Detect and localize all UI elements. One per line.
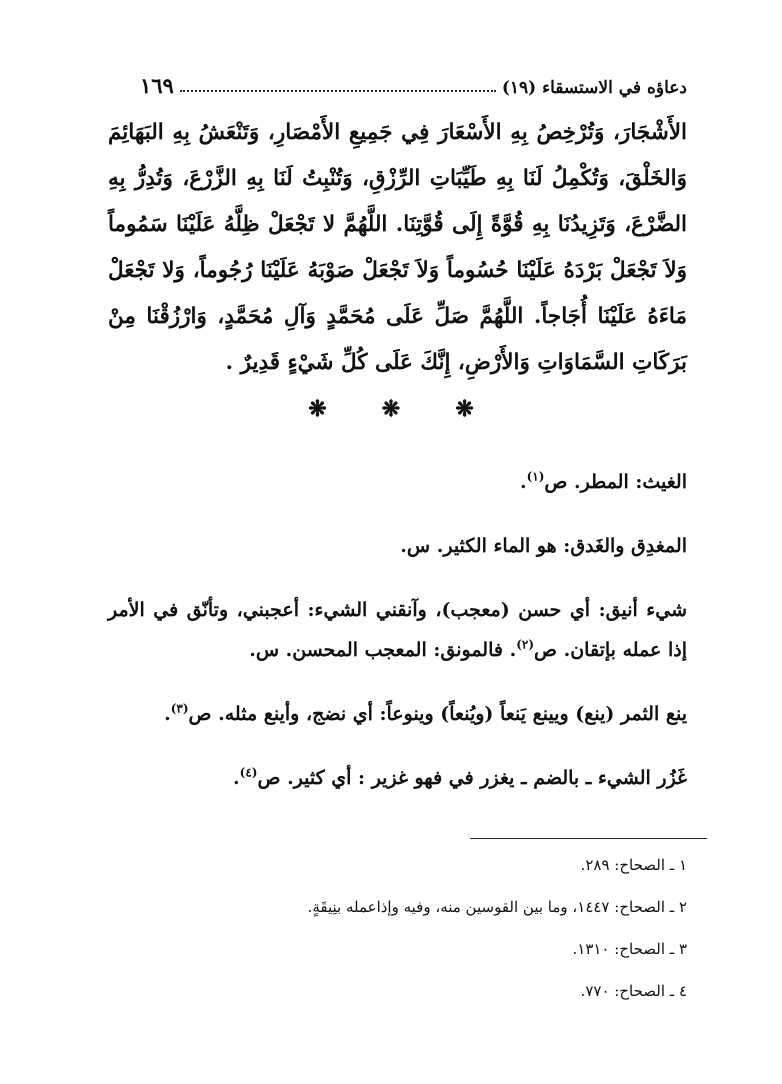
page-number: ١٦٩	[140, 73, 174, 98]
running-header	[140, 66, 687, 98]
footnote-ref[interactable]: (١)	[526, 469, 545, 484]
footnote-ref[interactable]: (٣)	[170, 701, 189, 716]
footnote-separator	[470, 838, 707, 839]
glossary-entry	[108, 526, 687, 566]
glossary-entry	[108, 758, 687, 798]
glossary-entry-tail: . فالمونق: المعجب المحسن. س.	[249, 639, 517, 661]
glossary-entry	[108, 694, 687, 734]
divider-star-icon: ❋	[308, 396, 327, 422]
divider-star-icon: ❋	[381, 396, 401, 422]
footnote-item: ١ ـ الصحاح: ٢٨٩.	[580, 856, 687, 874]
footnote-ref[interactable]: (٢)	[516, 637, 535, 652]
prayer-text: الأَشْجَارَ، وَتُرْخِصُ بِهِ الأَسْعَارَ فِي جَمِيعِ الأَمْصَارِ، وَتَنْعَشُ بِهِ البَهَائِمَ وَالخَلْقَ، وَتُكْمِلُ لَنَا بِهِ طَيِّبَاتِ الرِّزْقِ، وَتُنْبِتُ لَنَا بِهِ الزَّرْعَ، وَتُدِرُّ بِهِ الضَّرْعَ، وَتَزِيدُنَا بِهِ قُوَّةً إِلَى قُوَّتِنَا. اللَّهُمَّ لا تَجْعَلْ ظِلَّهُ عَلَيْنَا سَمُوماً وَلاَ تَجْعَلْ بَرْدَهُ عَلَيْنَا حُسُوماً وَلاَ تَجْعَلْ صَوْبَهُ عَلَيْنَا رُجُوماً، وَلا تَجْعَلْ مَاءَهُ عَلَيْنَا أُجَاجاً. اللَّهُمَّ صَلِّ عَلَى مُحَمَّدٍ وَآلِ مُحَمَّدٍ، وَارْزُقْنَا مِنْ بَرَكَاتِ السَّمَاوَاتِ وَالأَرْضِ، إِنَّكَ عَلَى كُلِّ شَيْءٍ قَدِيرٌ .	[108, 120, 687, 375]
footnote-item: ٣ ـ الصحاح: ١٣١٠.	[572, 940, 687, 958]
glossary-entry-text: الغيث: المطر. ص	[544, 471, 687, 493]
section-divider	[0, 396, 782, 422]
glossary-entry-text: ينع الثمر (ينع) ويينع يَنعاً (ويُنعاً) وينوعاً: أي نضج، وأينع مثله. ص	[188, 703, 687, 725]
glossary-entry-text: غَزُر الشيء ـ بالضم ـ يغزر في فهو غزير : أي كثير. ص	[257, 767, 687, 789]
glossary-entry-tail: .	[519, 471, 527, 493]
footnote-item: ٤ ـ الصحاح: ٧٧٠.	[580, 982, 687, 1000]
glossary-notes	[108, 462, 687, 822]
glossary-entry-text: شيء أنيق: أي حسن (معجب)، وآنقني الشيء: أعجبني، وتأنّق في الأمر إذا عمله بإتقان. ص	[108, 599, 687, 661]
footnote-ref[interactable]: (٤)	[239, 765, 258, 780]
glossary-entry-tail: .	[233, 767, 240, 789]
footnotes	[140, 852, 687, 1020]
header-leader-dots	[180, 90, 496, 92]
glossary-entry	[108, 590, 687, 670]
header-title: دعاؤه في الاستسقاء (١٩)	[501, 78, 687, 98]
glossary-entry-tail: .	[164, 703, 171, 725]
glossary-entry	[108, 462, 687, 502]
divider-star-icon: ❋	[455, 396, 474, 422]
footnote-item: ٢ ـ الصحاح: ١٤٤٧، وما بين القوسين منه، وفيه وإذاعمله بنِيقَةٍ.	[307, 898, 687, 916]
glossary-entry-text: المغدِق والغَدق: هو الماء الكثير. س.	[400, 535, 687, 557]
